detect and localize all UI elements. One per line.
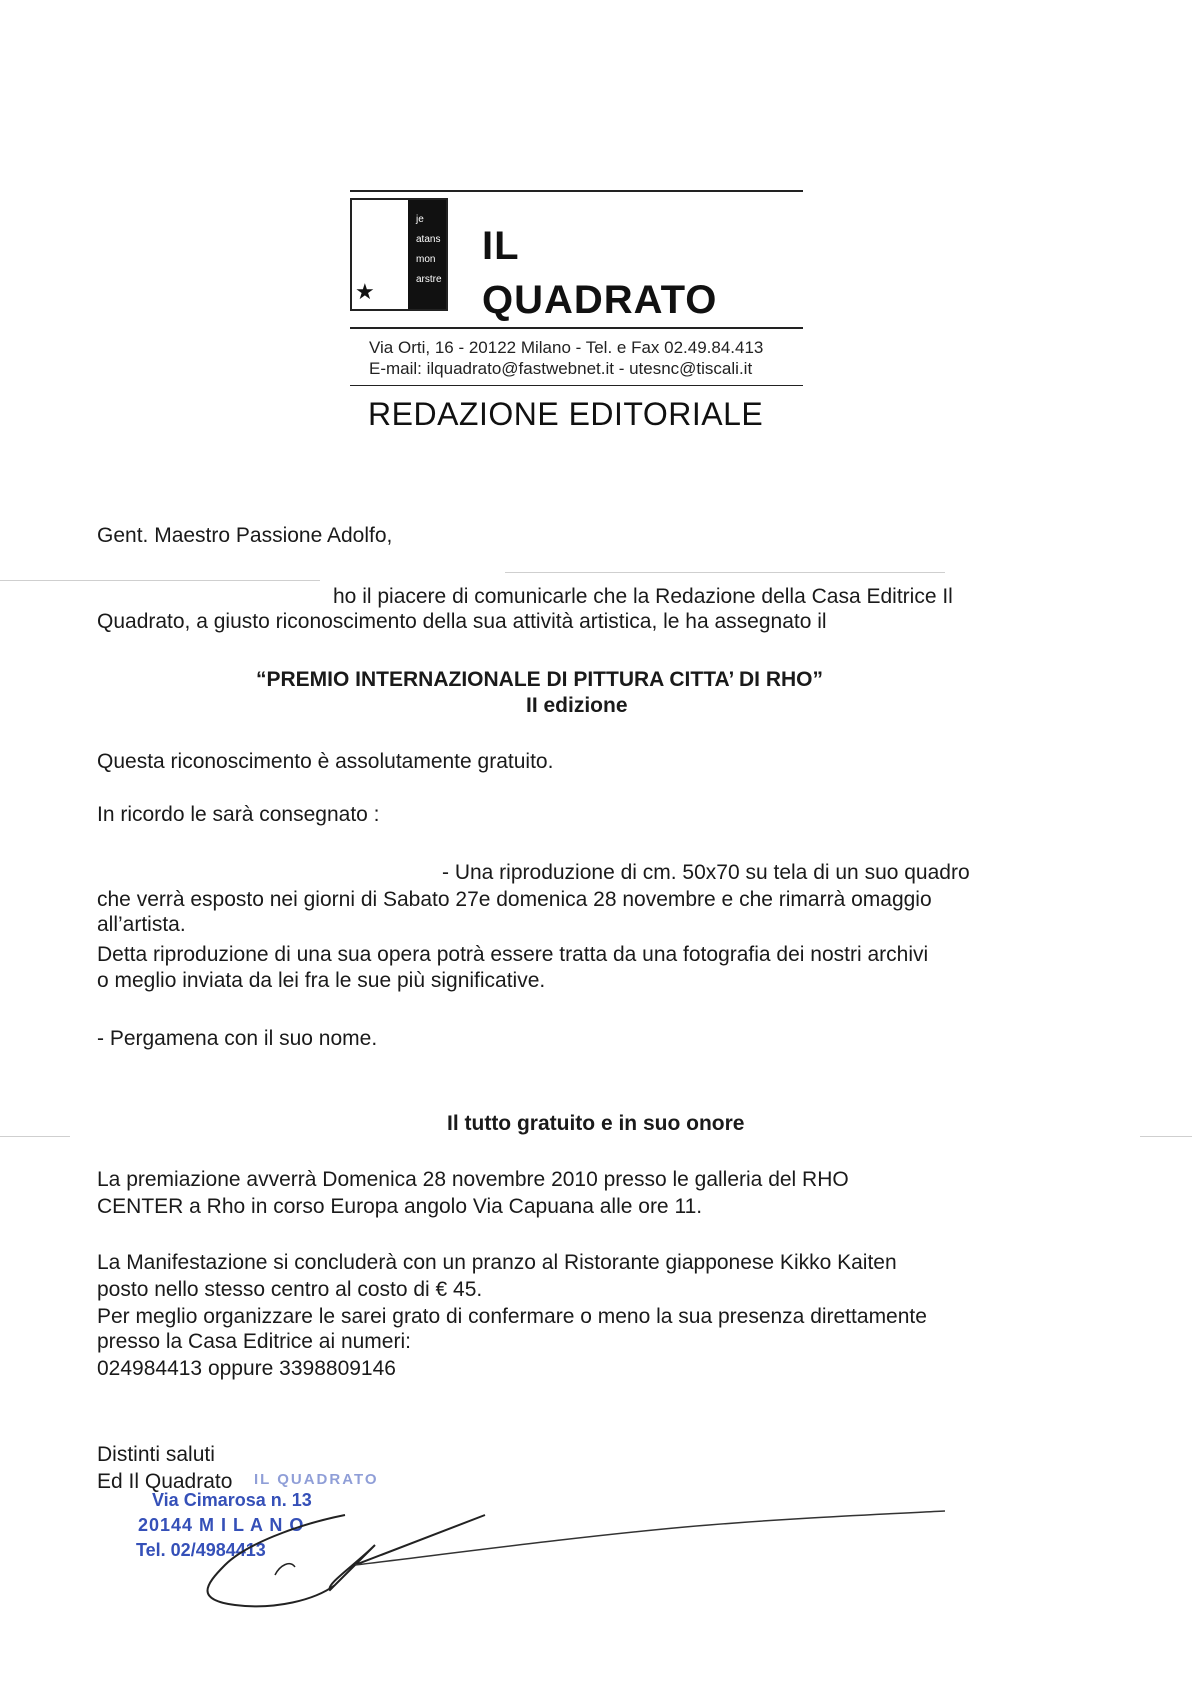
logo-motto-line: arstre bbox=[416, 274, 442, 285]
letterhead-email: E-mail: ilquadrato@fastwebnet.it - utesnc@tiscali.it bbox=[369, 359, 753, 378]
award-edition: II edizione bbox=[526, 694, 628, 717]
stamp-line: IL QUADRATO bbox=[254, 1471, 379, 1488]
gift-line: o meglio inviata da lei fra le sue più significative. bbox=[97, 969, 546, 992]
lunch-line: posto nello stesso centro al costo di € 45. bbox=[97, 1278, 483, 1301]
salutation: Gent. Maestro Passione Adolfo, bbox=[97, 524, 393, 547]
parchment-line: - Pergamena con il suo nome. bbox=[97, 1027, 378, 1050]
letterhead-address: Via Orti, 16 - 20122 Milano - Tel. e Fax 02.49.84.413 bbox=[369, 338, 764, 357]
scan-artifact-line bbox=[1140, 1136, 1192, 1137]
letterhead-middle-rule bbox=[350, 327, 803, 329]
phone-numbers: 024984413 oppure 3398809146 bbox=[97, 1357, 396, 1380]
logo-motto-line: je bbox=[416, 214, 424, 225]
scan-artifact-line bbox=[0, 580, 320, 581]
brand-name-line-2: QUADRATO bbox=[482, 278, 718, 322]
intro-line: ho il piacere di comunicarle che la Redazione della Casa Editrice Il bbox=[333, 585, 953, 608]
stamp-line: Via Cimarosa n. 13 bbox=[152, 1490, 312, 1510]
letterhead-bottom-rule bbox=[350, 385, 803, 386]
confirm-line: presso la Casa Editrice ai numeri: bbox=[97, 1330, 411, 1353]
closing: Distinti saluti bbox=[97, 1443, 215, 1466]
stamp-line: 20144 M I L A N O bbox=[138, 1515, 305, 1535]
letterhead-top-rule bbox=[350, 190, 803, 192]
ceremony-line: CENTER a Rho in corso Europa angolo Via Capuana alle ore 11. bbox=[97, 1195, 703, 1218]
logo-motto-line: mon bbox=[416, 254, 436, 265]
award-title: “PREMIO INTERNAZIONALE DI PITTURA CITTA’ DI RHO” bbox=[256, 668, 823, 691]
confirm-line: Per meglio organizzare le sarei grato di confermare o meno la sua presenza direttamente bbox=[97, 1305, 927, 1328]
handwritten-signature bbox=[125, 1505, 1025, 1615]
lunch-line: La Manifestazione si concluderà con un pranzo al Ristorante giapponese Kikko Kaiten bbox=[97, 1251, 897, 1274]
gift-line: che verrà esposto nei giorni di Sabato 27e domenica 28 novembre e che rimarrà omaggio bbox=[97, 888, 932, 911]
ceremony-line: La premiazione avverrà Domenica 28 novembre 2010 presso le galleria del RHO bbox=[97, 1168, 849, 1191]
gift-line: Detta riproduzione di una sua opera potrà essere tratta da una fotografia dei nostri archivi bbox=[97, 943, 929, 966]
stamp-line: Tel. 02/4984413 bbox=[136, 1540, 266, 1560]
sender: Ed Il Quadrato bbox=[97, 1470, 233, 1493]
gift-line: - Una riproduzione di cm. 50x70 su tela di un suo quadro bbox=[442, 861, 970, 884]
star-icon: ★ bbox=[355, 279, 375, 304]
intro-line: Quadrato, a giusto riconoscimento della sua attività artistica, le ha assegnato il bbox=[97, 610, 827, 633]
brand-name-line-1: IL bbox=[482, 224, 520, 268]
logo-motto-line: atans bbox=[416, 234, 441, 245]
gift-intro: In ricordo le sarà consegnato : bbox=[97, 803, 380, 826]
scan-artifact-line bbox=[0, 1136, 70, 1137]
gift-line: all’artista. bbox=[97, 913, 186, 936]
scan-artifact-line bbox=[505, 572, 945, 573]
free-note: Questa riconoscimento è assolutamente gratuito. bbox=[97, 750, 554, 773]
all-free-heading: Il tutto gratuito e in suo onore bbox=[447, 1112, 745, 1135]
department-title: REDAZIONE EDITORIALE bbox=[368, 396, 764, 432]
